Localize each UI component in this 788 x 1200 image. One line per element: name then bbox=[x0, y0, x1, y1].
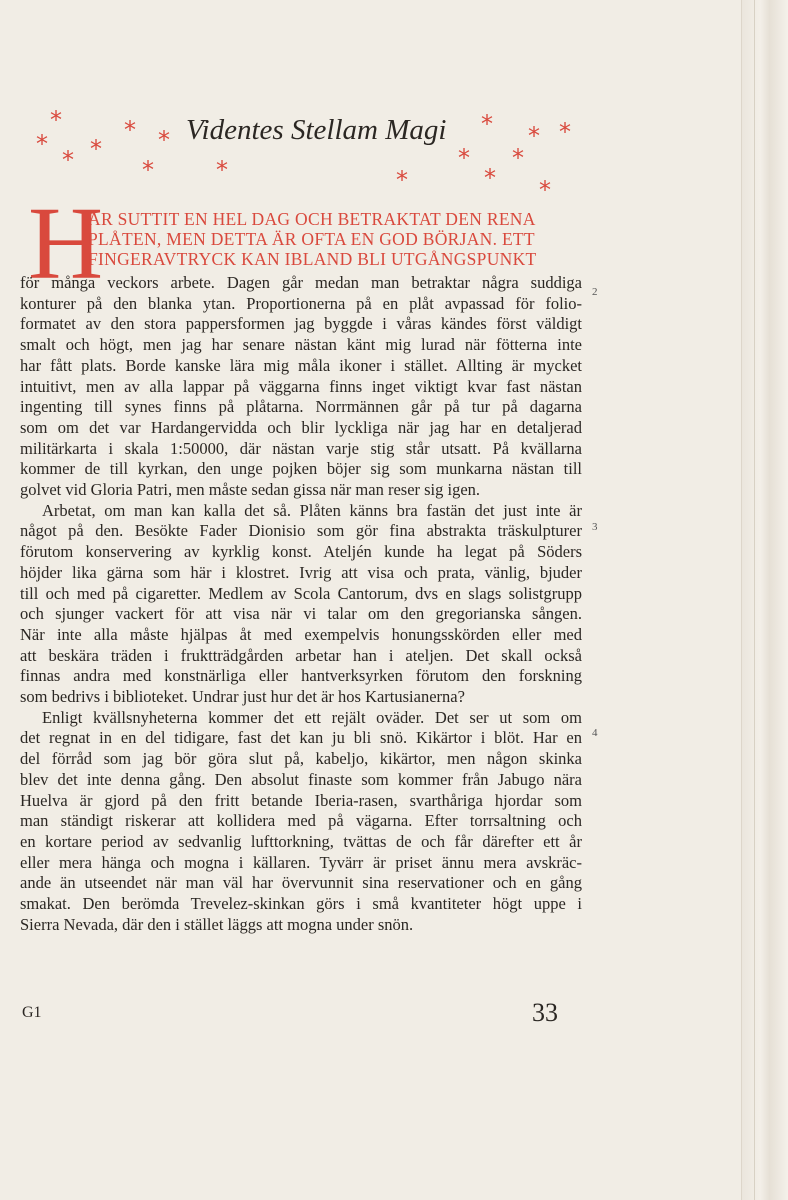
star-icon: * bbox=[528, 122, 540, 150]
drop-cap: H bbox=[28, 186, 104, 301]
text-line: När inte alla måste hjälpas åt med exempelvis honungsskörden eller med bbox=[20, 624, 582, 644]
star-icon: * bbox=[396, 166, 408, 194]
text-line: en kortare period av sedvanlig lufttorkning, tvättas de och får därefter ett år bbox=[20, 831, 582, 851]
signature-mark: G1 bbox=[22, 1004, 42, 1021]
text-line: golvet vid Gloria Patri, men måste sedan gissa när man reser sig igen. bbox=[20, 480, 481, 499]
opening-line: PLÅTEN, MEN DETTA ÄR OFTA EN GOD BÖRJAN. ETT bbox=[88, 229, 535, 249]
star-icon: * bbox=[142, 156, 154, 184]
text-line: har fått plats. Borde kanske lära mig måla ikoner i stället. Allting är mycket bbox=[20, 355, 582, 375]
text-line: Arbetat, om man kan kalla det så. Plåten känns bra fastän det just inte är bbox=[42, 500, 582, 520]
text-line: eller mera hänga och mogna i källaren. Tyvärr är priset ännu mera avskräc- bbox=[20, 852, 582, 872]
text-line: det regnat in en del tidigare, fast det kan ju bli snö. Kikärtor i blöt. Har en bbox=[20, 728, 582, 748]
page-number: 33 bbox=[532, 998, 558, 1027]
text-line: ande än utseendet när man väl har övervunnit sina reservationer och en gång bbox=[20, 873, 582, 893]
star-icon: * bbox=[158, 126, 170, 154]
marginal-number: 4 bbox=[592, 727, 598, 739]
star-icon: * bbox=[36, 130, 48, 158]
opening-line: AR SUTTIT EN HEL DAG OCH BETRAKTAT DEN RENA bbox=[88, 209, 536, 229]
text-line: del förråd som jag bör göra slut på, kabeljo, kikärtor, men någon skinka bbox=[20, 749, 582, 769]
text-line: Sierra Nevada, där den i stället läggs att mogna under snön. bbox=[20, 914, 414, 934]
opening-line: FINGERAVTRYCK KAN IBLAND BLI UTGÅNGSPUNKT bbox=[88, 249, 537, 269]
text-line: blev det inte denna gång. Den absolut finaste som kommer från Jabugo nära bbox=[20, 769, 582, 789]
star-icon: * bbox=[484, 164, 496, 192]
star-icon: * bbox=[50, 106, 62, 134]
star-icon: * bbox=[216, 156, 228, 184]
text-line: ingenting till synes finns på plåtarna. Norrmännen går på tur på dagarna bbox=[20, 397, 582, 417]
text-line: konturer på den blanka ytan. Proportionerna på en plåt avpassad för folio- bbox=[20, 293, 582, 313]
text-line: som bedrivs i biblioteket. Undrar just hur det är hos Kartusianerna? bbox=[20, 687, 465, 706]
text-line: intuitivt, men av alla lappar på väggarna finns inget viktigt kvar fast nästan bbox=[20, 376, 582, 396]
text-line: till och med på cigaretter. Medlem av Scola Cantorum, dvs en slags solistgrupp bbox=[20, 583, 582, 603]
page-edge bbox=[741, 0, 788, 1200]
text-line: höjder lika gärna som här i klostret. Ivrig att visa och prata, vänlig, bjuder bbox=[20, 562, 582, 582]
star-icon: * bbox=[539, 176, 551, 204]
star-icon: * bbox=[458, 144, 470, 172]
text-line: smakat. Den berömda Trevelez-skinkan görs i små kvantiteter högt uppe i bbox=[20, 894, 582, 913]
star-icon: * bbox=[62, 146, 74, 174]
star-icon: * bbox=[90, 135, 102, 163]
text-line: formatet av den stora pappersformen jag byggde i våras kändes först väldigt bbox=[20, 314, 582, 334]
text-line: något på den. Besökte Fader Dionisio som gör fina abstrakta träskulpturer bbox=[20, 521, 582, 541]
text-line: finnas andra med konstnärliga eller hantverksyrken förutom den forskning bbox=[20, 666, 582, 686]
text-line: som om det var Hardangervidda och blir lyckliga när jag har en detaljerad bbox=[20, 417, 582, 437]
text-line: för många veckors arbete. Dagen går medan man betraktar några suddiga bbox=[20, 273, 582, 292]
text-line: smalt och högt, men jag har senare nästan känt mig lurad när fötterna inte bbox=[20, 335, 582, 355]
star-icon: * bbox=[512, 144, 524, 172]
star-icon: * bbox=[559, 118, 571, 146]
star-icon: * bbox=[481, 110, 493, 138]
text-line: förutom konservering av kyrklig konst. Ateljén kunde ha legat på Söders bbox=[20, 542, 582, 562]
text-line: Huelva är gjord på den fritt betande Iberia-rasen, svarthåriga hjordar som bbox=[20, 790, 582, 810]
marginal-number: 2 bbox=[592, 286, 598, 298]
text-line: man ständigt riskerar att kollidera med på vägarna. Efter torrsaltning och bbox=[20, 811, 582, 831]
page-title: Videntes Stellam Magi bbox=[186, 114, 447, 146]
star-icon: * bbox=[124, 116, 136, 144]
text-line: att beskära träden i fruktträdgården arbetar han i ateljen. Det skall också bbox=[20, 645, 582, 665]
text-line: Enligt kvällsnyheterna kommer det ett rejält oväder. Det ser ut som om bbox=[42, 707, 582, 727]
marginal-number: 3 bbox=[592, 521, 598, 533]
text-line: och sjunger vackert för att visa när vi talar om den gregorianska sången. bbox=[20, 604, 582, 624]
text-line: kommer de till kyrkan, den unge pojken böjer sig som munkarna nästan till bbox=[20, 459, 582, 479]
text-line: militärkarta i skala 1:50000, där nästan varje stig står utsatt. På kvällarna bbox=[20, 438, 582, 458]
